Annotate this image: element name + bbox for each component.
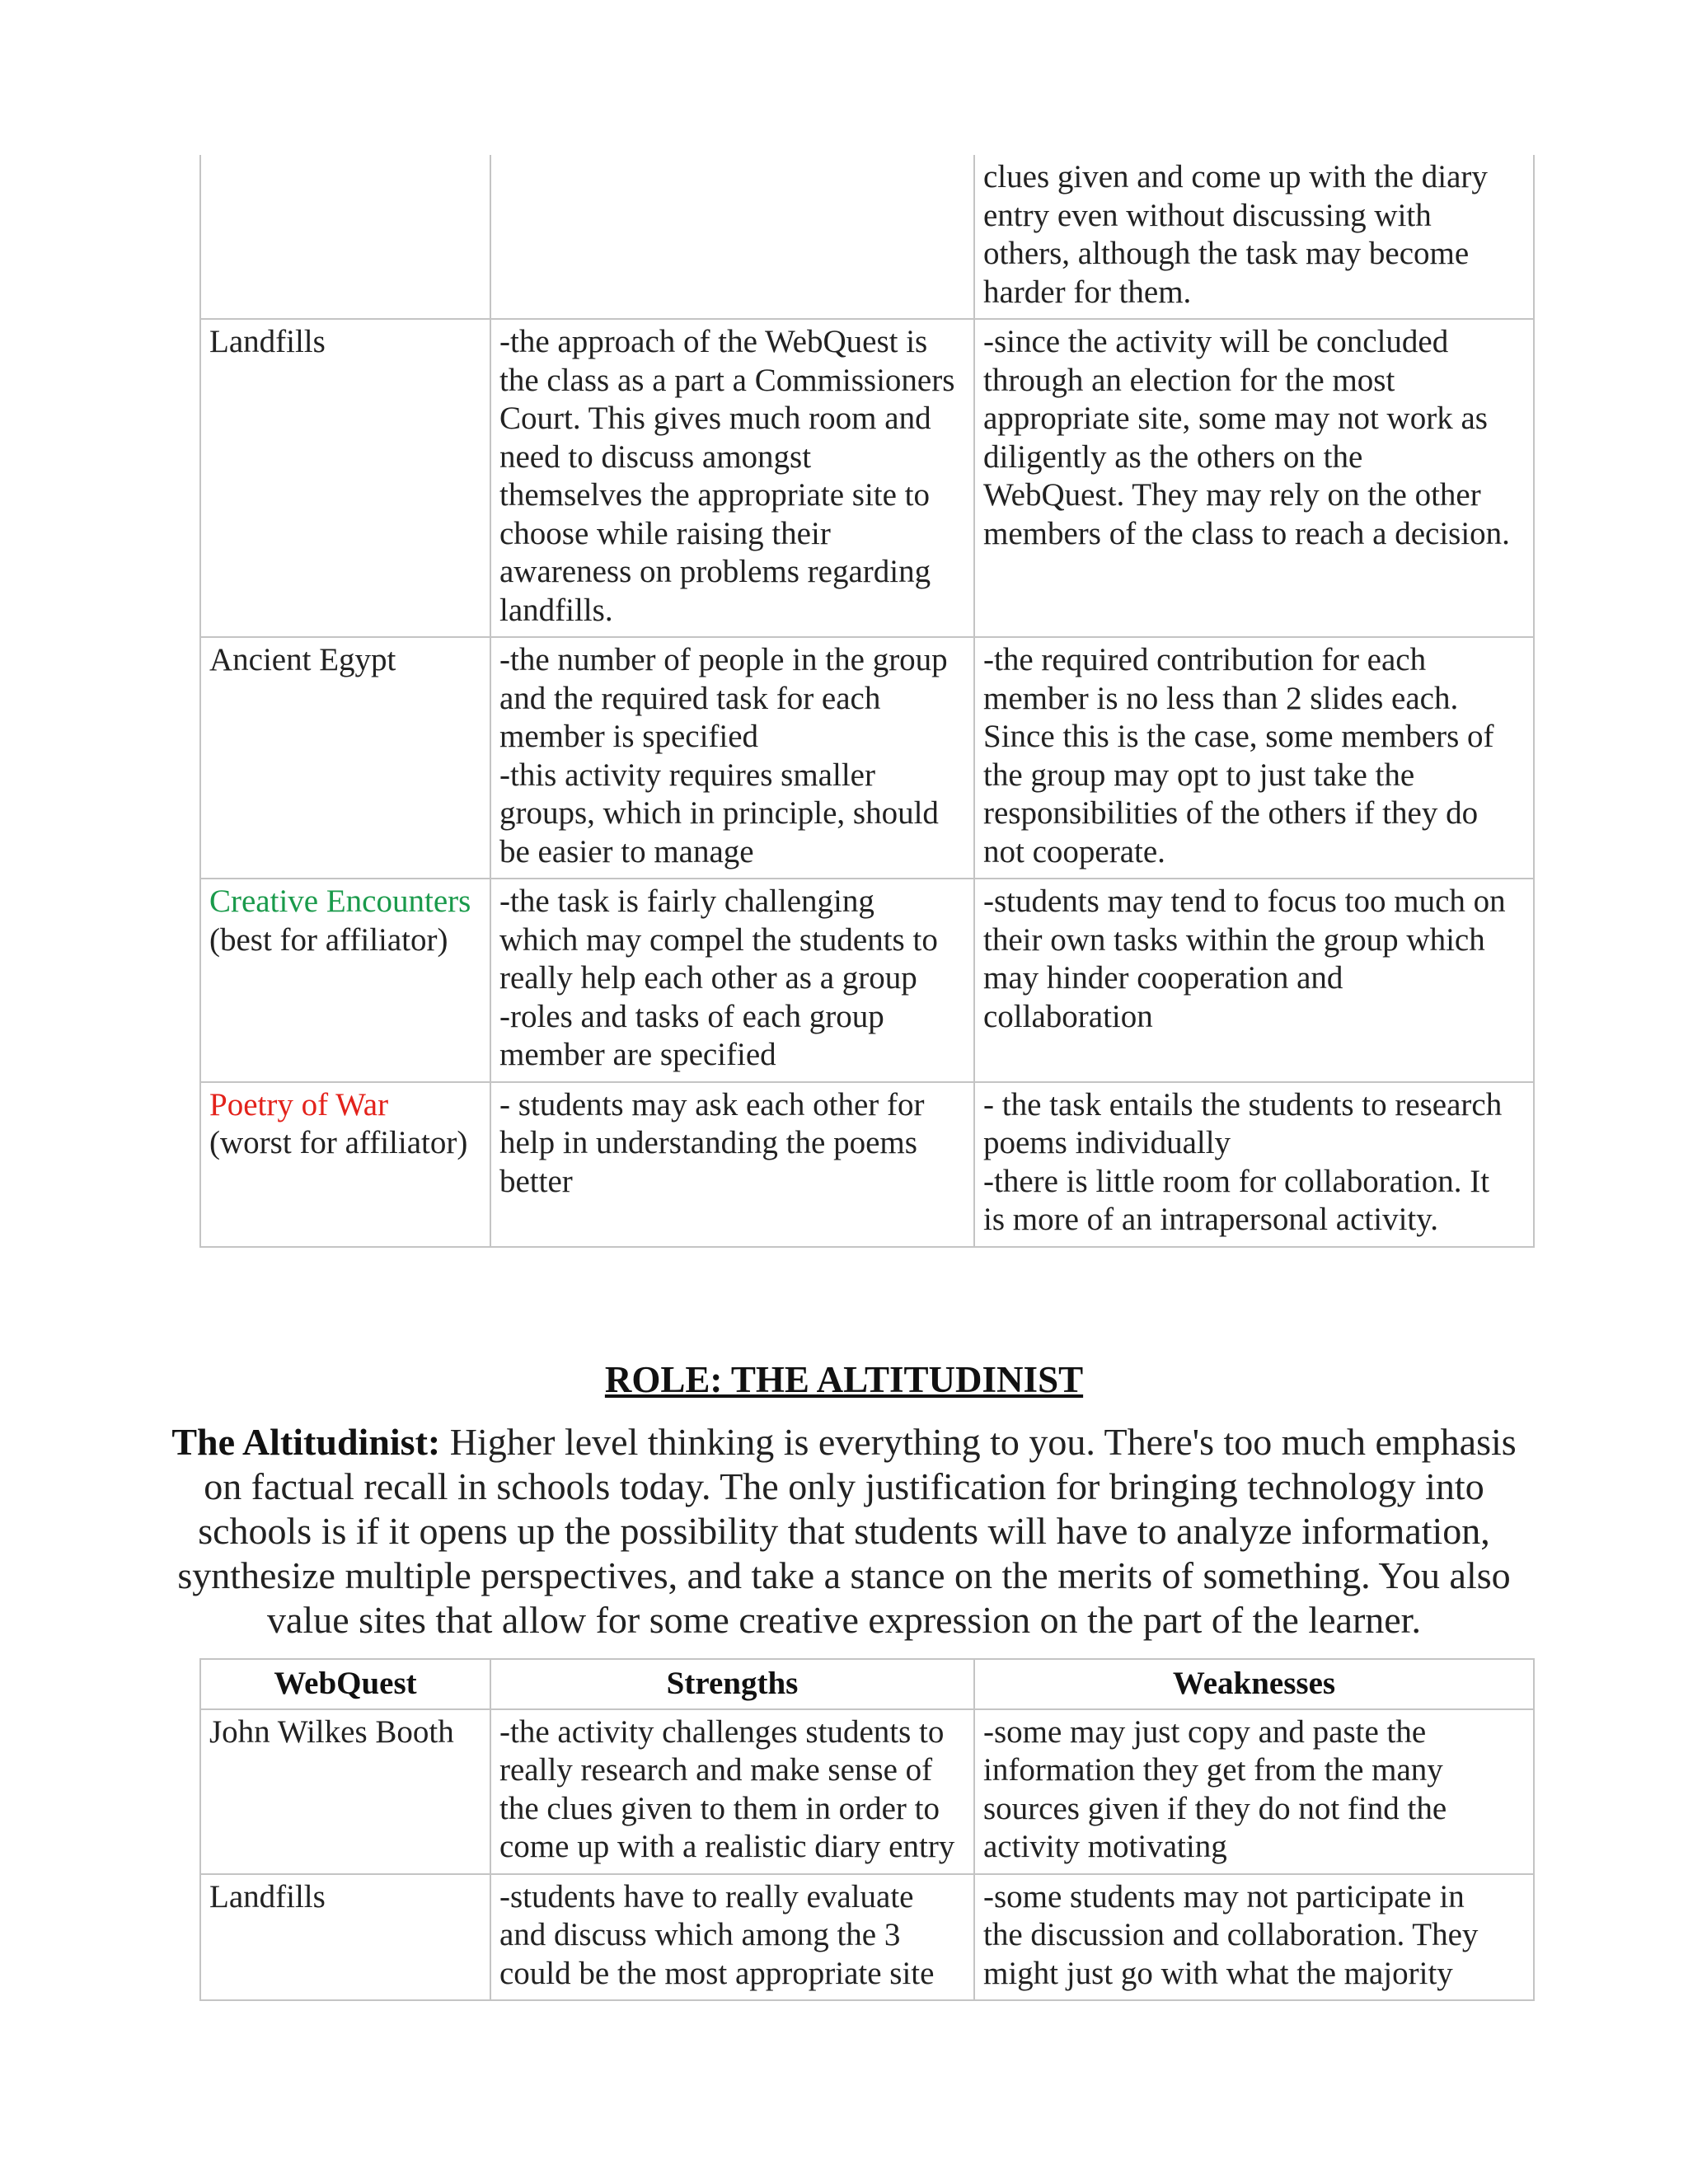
header-weaknesses: Weaknesses — [974, 1659, 1534, 1709]
strengths-cell: -the task is fairly challenging which may compel the students to really help each other as a group -roles and tasks of each group member are specified — [490, 879, 974, 1082]
role-heading: ROLE: THE ALTITUDINIST — [604, 1359, 1084, 1400]
table-row — [200, 319, 1534, 637]
table-row — [200, 879, 1534, 1082]
table-row — [200, 1874, 1534, 2001]
best-webquest-note: (best for affiliator) — [209, 921, 448, 958]
role-description-text: Higher level thinking is everything to you. There's too much emphasis on factual recall in schools today. The only justification for bringing technology into schools is if it opens up the possibility that students will have to analyze information, synthesize multiple perspectives, and take a stance on the merits of something. You also value sites that allow for some creative expression on the part of the learner. — [177, 1421, 1517, 1641]
strengths-cell: -the activity challenges students to really research and make sense of the clues given to them in order to come up with a realistic diary entry — [490, 1709, 974, 1874]
webquest-cell — [200, 155, 490, 319]
header-webquest: WebQuest — [200, 1659, 490, 1709]
strengths-cell: -the number of people in the group and the required task for each member is specified -this activity requires smaller groups, which in principle, should be easier to manage — [490, 637, 974, 879]
weaknesses-cell: clues given and come up with the diary entry even without discussing with others, although the task may become harder for them. — [974, 155, 1534, 319]
webquest-cell — [200, 879, 490, 1082]
weaknesses-cell: -students may tend to focus too much on their own tasks within the group which may hinder cooperation and collaboration — [974, 879, 1534, 1082]
strengths-cell: - students may ask each other for help in understanding the poems better — [490, 1082, 974, 1247]
table-row — [200, 155, 1534, 319]
table-row — [200, 1709, 1534, 1874]
best-webquest-name: Creative Encounters — [209, 883, 471, 919]
table-row — [200, 637, 1534, 879]
strengths-cell: -students have to really evaluate and discuss which among the 3 could be the most appropriate site — [490, 1874, 974, 2001]
role-description-lead: The Altitudinist: — [171, 1421, 441, 1463]
table-header-row — [200, 1659, 1534, 1709]
role-description — [157, 1420, 1531, 1643]
altitudinist-table — [199, 1658, 1535, 2001]
header-strengths: Strengths — [490, 1659, 974, 1709]
weaknesses-cell: -the required contribution for each member is no less than 2 slides each. Since this is the case, some members of the group may opt to just take the responsibilities of the others if they do not cooperate. — [974, 637, 1534, 879]
webquest-cell: Landfills — [200, 319, 490, 637]
table-row — [200, 1082, 1534, 1247]
weaknesses-cell: -some students may not participate in the discussion and collaboration. They might just go with what the majority — [974, 1874, 1534, 2001]
weaknesses-cell: -since the activity will be concluded through an election for the most appropriate site, some may not work as diligently as the others on the WebQuest. They may rely on the other members of the class to reach a decision. — [974, 319, 1534, 637]
weaknesses-cell: -some may just copy and paste the information they get from the many sources given if they do not find the activity motivating — [974, 1709, 1534, 1874]
weaknesses-cell: - the task entails the students to research poems individually -there is little room for collaboration. It is more of an intrapersonal activity. — [974, 1082, 1534, 1247]
comparison-table-continued — [199, 155, 1535, 1248]
strengths-cell: -the approach of the WebQuest is the class as a part a Commissioners Court. This gives much room and need to discuss amongst themselves the appropriate site to choose while raising their awareness on problems regarding landfills. — [490, 319, 974, 637]
webquest-cell: John Wilkes Booth — [200, 1709, 490, 1874]
webquest-cell: Landfills — [200, 1874, 490, 2001]
worst-webquest-name: Poetry of War — [209, 1086, 389, 1122]
strengths-cell — [490, 155, 974, 319]
webquest-cell — [200, 1082, 490, 1247]
webquest-cell: Ancient Egypt — [200, 637, 490, 879]
worst-webquest-note: (worst for affiliator) — [209, 1125, 468, 1160]
